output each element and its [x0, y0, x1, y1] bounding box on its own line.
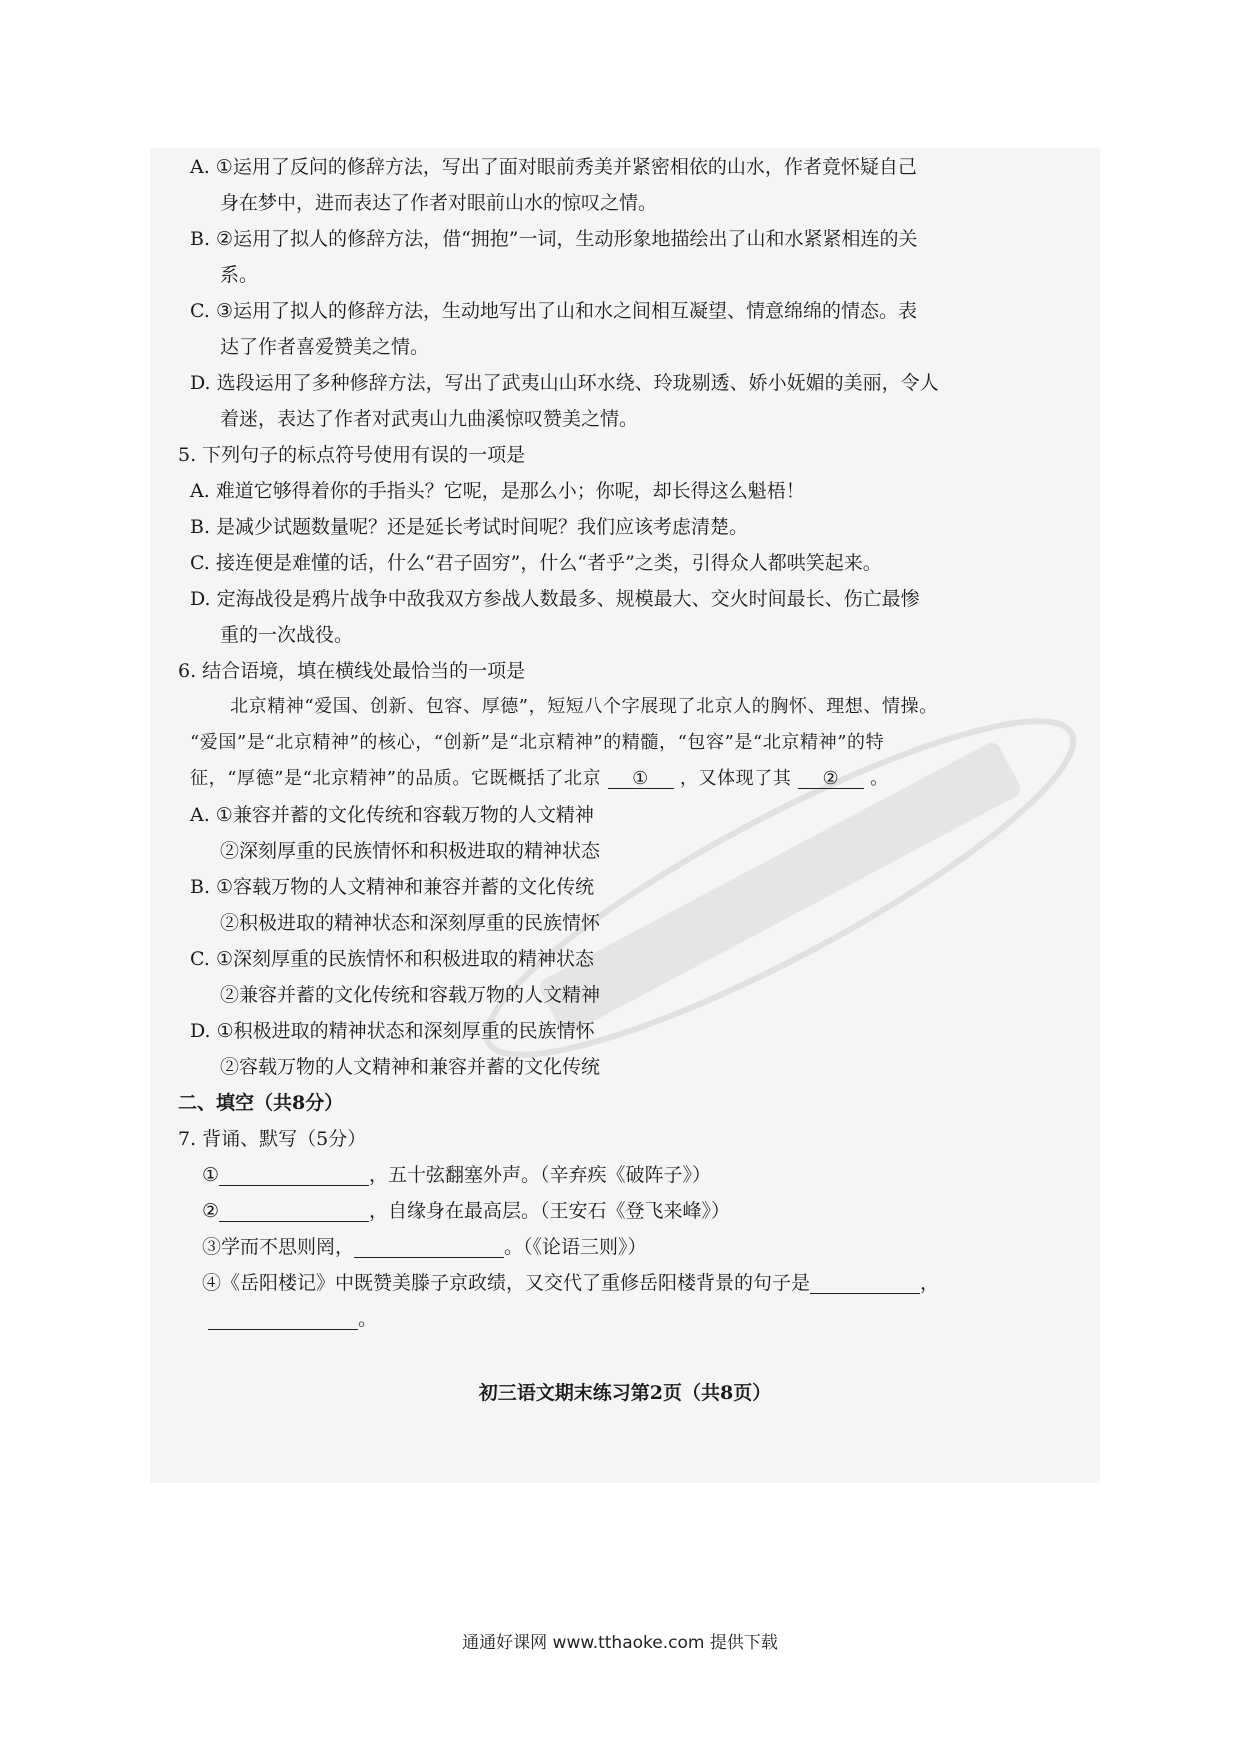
q7-item-4-comma: ，	[920, 1272, 940, 1294]
q5-option-b: B. 是减少试题数量呢？还是延长考试时间呢？我们应该考虑清楚。	[190, 516, 749, 538]
q4-option-d-line1: D. 选段运用了多种修辞方法，写出了武夷山山环水绕、玲珑剔透、娇小妩媚的美丽，令人	[190, 372, 939, 394]
q5-option-a: A. 难道它够得着你的手指头？它呢，是那么小；你呢，却长得这么魁梧！	[190, 480, 805, 502]
q7-blank-2	[219, 1202, 369, 1222]
q6-blank-1: ①	[608, 770, 674, 789]
q6-passage-text-b: ，又体现了其	[679, 768, 792, 789]
q6-passage-line3	[190, 770, 889, 789]
q5-stem: 5. 下列句子的标点符号使用有误的一项是	[178, 444, 526, 466]
q7-blank-4	[810, 1274, 920, 1294]
q4-option-a-line1: A. ①运用了反问的修辞方法，写出了面对眼前秀美并紧密相依的山水，作者竟怀疑自己	[190, 156, 917, 178]
q7-stem: 7. 背诵、默写（5分）	[178, 1128, 367, 1150]
q7-blank-5	[208, 1310, 358, 1330]
q6-passage-line1: 北京精神“爱国、创新、包容、厚德”，短短八个字展现了北京人的胸怀、理想、情操。	[230, 696, 938, 717]
scanned-exam-page	[150, 148, 1100, 1483]
q7-item-2-number: ②	[202, 1200, 220, 1222]
q7-item-2	[202, 1202, 730, 1222]
q4-option-a-line2: 身在梦中，进而表达了作者对眼前山水的惊叹之情。	[220, 192, 658, 214]
q6-blank-2: ②	[798, 770, 864, 789]
q7-item-4-end: 。	[358, 1308, 378, 1330]
q4-option-c-line2: 达了作者喜爱赞美之情。	[220, 336, 430, 358]
q6-option-c-line1: C. ①深刻厚重的民族情怀和积极进取的精神状态	[190, 948, 594, 970]
q7-item-1-number: ①	[202, 1164, 220, 1186]
q6-option-b-line1: B. ①容载万物的人文精神和兼容并蓄的文化传统	[190, 876, 595, 898]
q4-option-b-line2: 系。	[220, 264, 259, 286]
section-2-heading: 二、填空（共8分）	[178, 1092, 344, 1114]
exam-page-footer: 初三语文期末练习第2页（共8页）	[478, 1382, 772, 1404]
q7-blank-3	[354, 1238, 504, 1258]
q6-option-b-line2: ②积极进取的精神状态和深刻厚重的民族情怀	[220, 912, 601, 934]
q7-item-4-text: ④《岳阳楼记》中既赞美滕子京政绩，又交代了重修岳阳楼背景的句子是	[202, 1272, 811, 1294]
q7-item-1-text: ，五十弦翻塞外声。（辛弃疾《破阵子》）	[369, 1164, 712, 1186]
q6-option-c-line2: ②兼容并蓄的文化传统和容载万物的人文精神	[220, 984, 601, 1006]
q4-option-d-line2: 着迷，表达了作者对武夷山九曲溪惊叹赞美之情。	[220, 408, 639, 430]
q6-option-a-line2: ②深刻厚重的民族情怀和积极进取的精神状态	[220, 840, 601, 862]
q7-item-3	[202, 1238, 647, 1258]
q6-option-d-line2: ②容载万物的人文精神和兼容并蓄的文化传统	[220, 1056, 601, 1078]
q7-item-2-text: ，自缘身在最高层。（王安石《登飞来峰》）	[369, 1200, 731, 1222]
q7-item-3-end: 。（《论语三则》）	[504, 1236, 647, 1258]
q5-option-d-line1: D. 定海战役是鸦片战争中敌我双方参战人数最多、规模最大、交火时间最长、伤亡最惨	[190, 588, 920, 610]
q7-item-4	[202, 1274, 939, 1294]
q6-passage-text-c: 。	[870, 768, 889, 789]
q6-stem: 6. 结合语境，填在横线处最恰当的一项是	[178, 660, 526, 682]
q6-option-d-line1: D. ①积极进取的精神状态和深刻厚重的民族情怀	[190, 1020, 595, 1042]
q4-option-c-line1: C. ③运用了拟人的修辞方法，生动地写出了山和水之间相互凝望、情意绵绵的情态。表	[190, 300, 917, 322]
q5-option-d-line2: 重的一次战役。	[220, 624, 354, 646]
q6-passage-line2: “爱国”是“北京精神”的核心，“创新”是“北京精神”的精髓，“包容”是“北京精神”的特	[190, 732, 885, 753]
q7-item-1	[202, 1166, 711, 1186]
q7-blank-1	[219, 1166, 369, 1186]
q7-item-3-text: ③学而不思则罔，	[202, 1236, 355, 1258]
q5-option-c: C. 接连便是难懂的话，什么“君子固穷”，什么“者乎”之类，引得众人都哄笑起来。	[190, 552, 882, 574]
q7-item-4-continued	[208, 1310, 377, 1330]
site-footer: 通通好课网 www.tthaoke.com 提供下载	[462, 1633, 778, 1653]
q6-option-a-line1: A. ①兼容并蓄的文化传统和容载万物的人文精神	[190, 804, 594, 826]
q6-passage-text-a: 征，“厚德”是“北京精神”的品质。它既概括了北京	[190, 768, 602, 789]
q4-option-b-line1: B. ②运用了拟人的修辞方法，借“拥抱”一词，生动形象地描绘出了山和水紧紧相连的关	[190, 228, 918, 250]
